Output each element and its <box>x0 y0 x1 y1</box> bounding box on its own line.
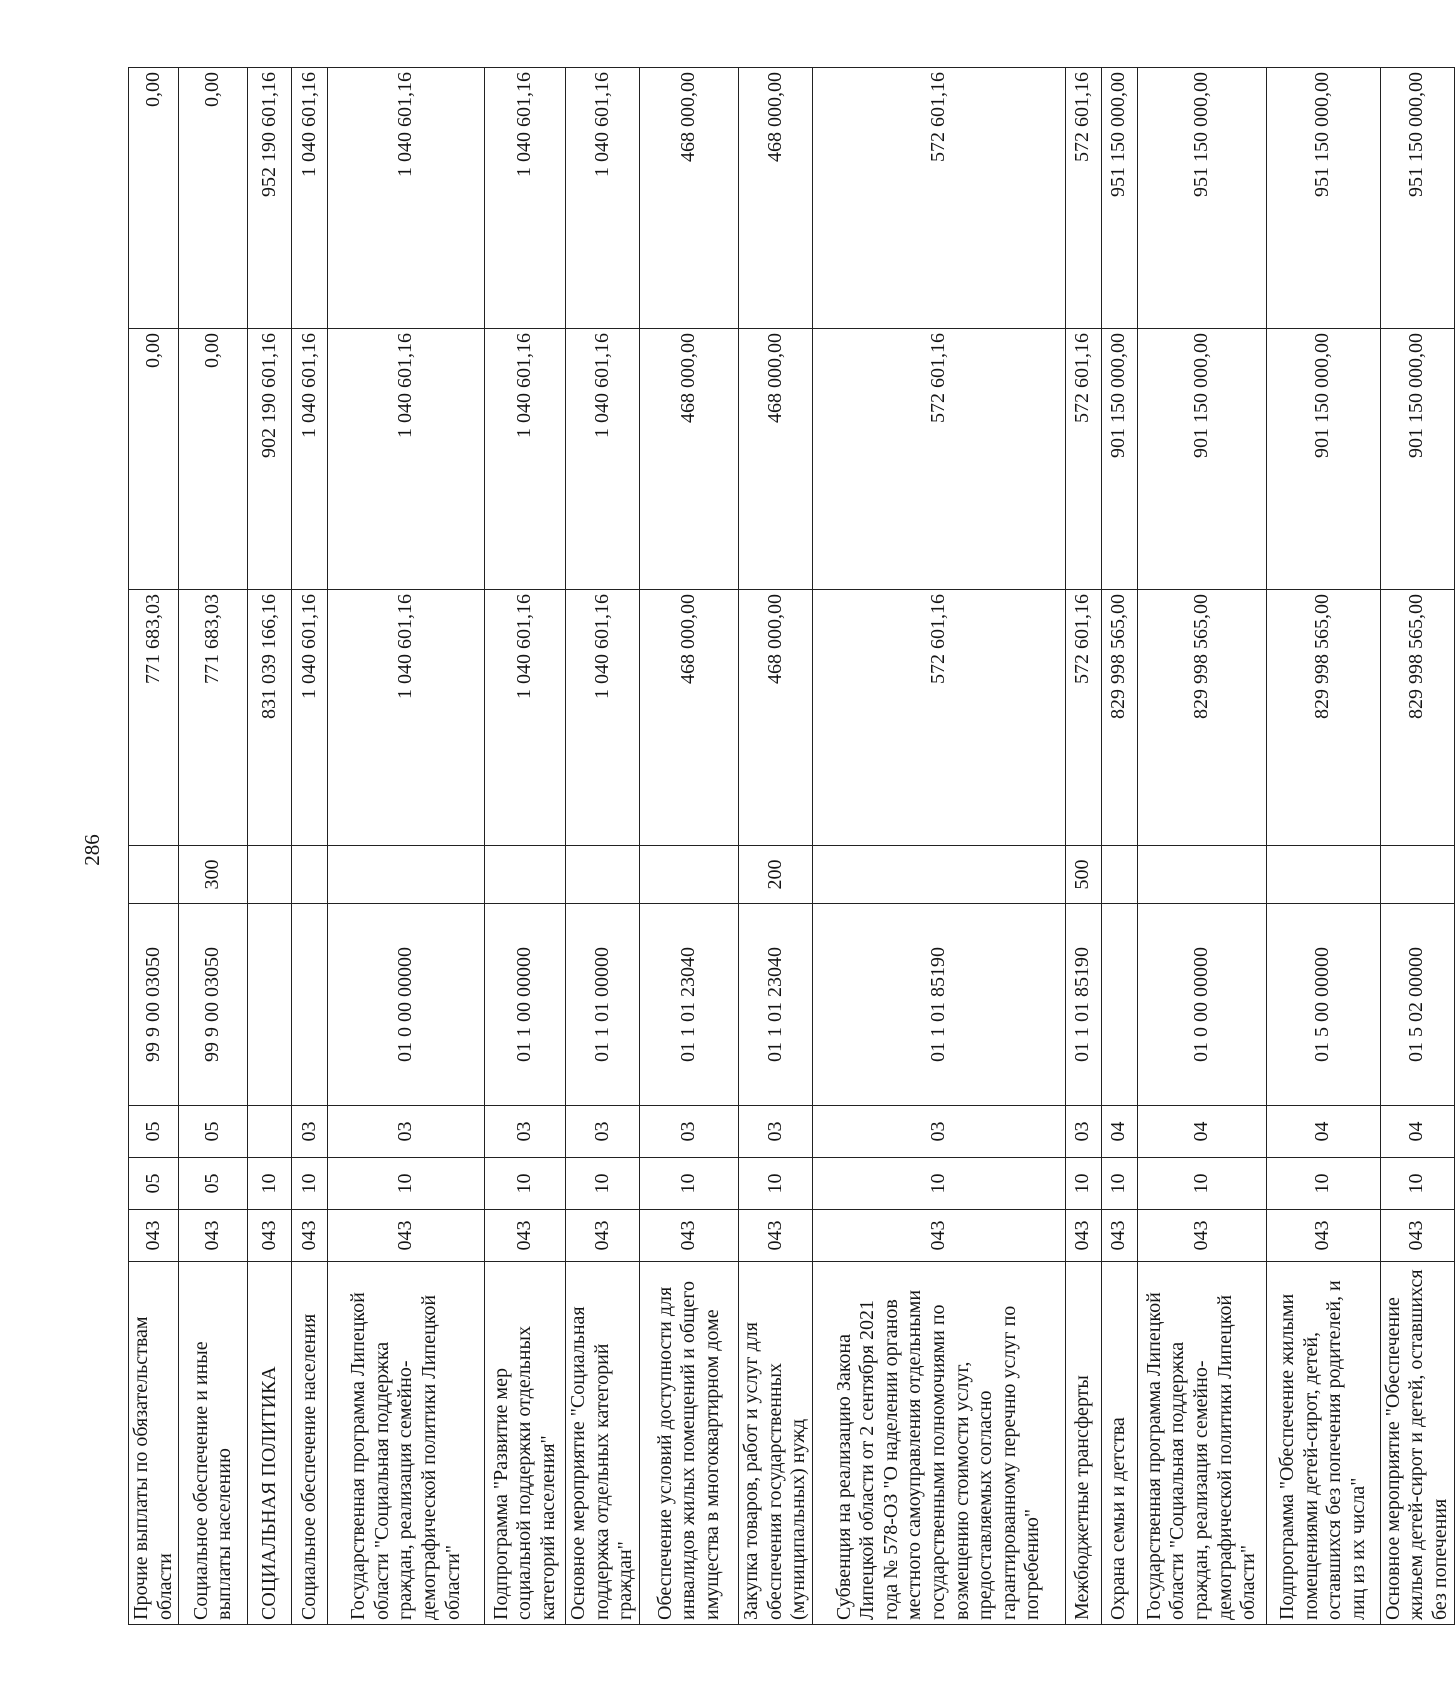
subsection-code-cell: 03 <box>1065 1106 1101 1158</box>
table-row <box>566 68 640 1625</box>
subsection-code-cell: 03 <box>738 1106 812 1158</box>
amount-year-2-cell: 572 601,16 <box>1065 329 1101 590</box>
amount-year-1-cell: 771 683,03 <box>179 590 248 846</box>
rotated-table-container <box>128 68 1451 1625</box>
budget-name-cell: Межбюджетные трансферты <box>1065 1262 1101 1625</box>
amount-year-1-cell: 831 039 166,16 <box>248 590 292 846</box>
amount-year-1-cell: 829 998 565,00 <box>1101 590 1137 846</box>
target-article-code-cell: 01 0 00 00000 <box>1137 904 1266 1106</box>
ved-code-cell: 043 <box>129 1210 179 1262</box>
budget-name-cell: Социальное обеспечение и иные выплаты населению <box>179 1262 248 1625</box>
budget-name-cell: СОЦИАЛЬНАЯ ПОЛИТИКА <box>248 1262 292 1625</box>
amount-year-2-cell: 1 040 601,16 <box>566 329 640 590</box>
subsection-code-cell: 03 <box>328 1106 485 1158</box>
amount-year-3-cell: 951 150 000,00 <box>1101 68 1137 329</box>
amount-year-3-cell: 951 150 000,00 <box>1380 68 1454 329</box>
target-article-code-cell <box>292 904 328 1106</box>
table-row <box>129 68 179 1625</box>
budget-name-cell: Государственная программа Липецкой области "Социальная поддержка граждан, реализация семейно-демографической политики Липецкой области" <box>328 1262 485 1625</box>
table-row <box>179 68 248 1625</box>
table-row <box>1065 68 1101 1625</box>
target-article-code-cell: 01 5 00 00000 <box>1266 904 1380 1106</box>
ved-code-cell: 043 <box>485 1210 566 1262</box>
amount-year-1-cell: 572 601,16 <box>812 590 1065 846</box>
section-code-cell: 10 <box>812 1158 1065 1210</box>
amount-year-2-cell: 468 000,00 <box>738 329 812 590</box>
amount-year-2-cell: 901 150 000,00 <box>1380 329 1454 590</box>
section-code-cell: 10 <box>485 1158 566 1210</box>
ved-code-cell: 043 <box>1137 1210 1266 1262</box>
subsection-code-cell: 03 <box>292 1106 328 1158</box>
amount-year-3-cell: 951 150 000,00 <box>1137 68 1266 329</box>
budget-name-cell: Основное мероприятие "Социальная поддержка отдельных категорий граждан" <box>566 1262 640 1625</box>
amount-year-1-cell: 1 040 601,16 <box>485 590 566 846</box>
amount-year-3-cell: 951 150 000,00 <box>1266 68 1380 329</box>
ved-code-cell: 043 <box>1266 1210 1380 1262</box>
budget-name-cell: Охрана семьи и детства <box>1101 1262 1137 1625</box>
amount-year-1-cell: 771 683,03 <box>129 590 179 846</box>
amount-year-3-cell: 468 000,00 <box>639 68 738 329</box>
expense-type-code-cell: 300 <box>179 846 248 904</box>
expense-type-code-cell <box>248 846 292 904</box>
amount-year-1-cell: 468 000,00 <box>639 590 738 846</box>
subsection-code-cell <box>248 1106 292 1158</box>
amount-year-1-cell: 1 040 601,16 <box>566 590 640 846</box>
amount-year-3-cell: 572 601,16 <box>1065 68 1101 329</box>
subsection-code-cell: 04 <box>1266 1106 1380 1158</box>
table-row <box>328 68 485 1625</box>
amount-year-2-cell: 901 150 000,00 <box>1266 329 1380 590</box>
section-code-cell: 05 <box>179 1158 248 1210</box>
budget-table <box>128 67 1455 1625</box>
amount-year-3-cell: 1 040 601,16 <box>328 68 485 329</box>
amount-year-2-cell: 468 000,00 <box>639 329 738 590</box>
amount-year-1-cell: 1 040 601,16 <box>328 590 485 846</box>
amount-year-1-cell: 829 998 565,00 <box>1266 590 1380 846</box>
budget-name-cell: Подпрограмма "Обеспечение жилыми помещениями детей-сирот, детей, оставшихся без попечения родителей, и лиц из их числа" <box>1266 1262 1380 1625</box>
amount-year-3-cell: 0,00 <box>179 68 248 329</box>
budget-table-body <box>129 68 1455 1625</box>
amount-year-2-cell: 902 190 601,16 <box>248 329 292 590</box>
subsection-code-cell: 03 <box>485 1106 566 1158</box>
budget-name-cell: Закупка товаров, работ и услуг для обеспечения государственных (муниципальных) нужд <box>738 1262 812 1625</box>
amount-year-3-cell: 1 040 601,16 <box>566 68 640 329</box>
amount-year-3-cell: 468 000,00 <box>738 68 812 329</box>
section-code-cell: 10 <box>248 1158 292 1210</box>
expense-type-code-cell <box>812 846 1065 904</box>
table-row <box>485 68 566 1625</box>
subsection-code-cell: 03 <box>812 1106 1065 1158</box>
table-row <box>1380 68 1454 1625</box>
amount-year-2-cell: 901 150 000,00 <box>1101 329 1137 590</box>
amount-year-3-cell: 0,00 <box>129 68 179 329</box>
target-article-code-cell: 01 1 00 00000 <box>485 904 566 1106</box>
amount-year-1-cell: 468 000,00 <box>738 590 812 846</box>
ved-code-cell: 043 <box>1380 1210 1454 1262</box>
ved-code-cell: 043 <box>812 1210 1065 1262</box>
section-code-cell: 10 <box>1137 1158 1266 1210</box>
amount-year-2-cell: 1 040 601,16 <box>292 329 328 590</box>
ved-code-cell: 043 <box>1065 1210 1101 1262</box>
ved-code-cell: 043 <box>292 1210 328 1262</box>
expense-type-code-cell <box>485 846 566 904</box>
section-code-cell: 10 <box>1380 1158 1454 1210</box>
subsection-code-cell: 03 <box>566 1106 640 1158</box>
budget-name-cell: Подпрограмма "Развитие мер социальной поддержки отдельных категорий населения" <box>485 1262 566 1625</box>
ved-code-cell: 043 <box>1101 1210 1137 1262</box>
ved-code-cell: 043 <box>328 1210 485 1262</box>
expense-type-code-cell <box>1380 846 1454 904</box>
expense-type-code-cell <box>1137 846 1266 904</box>
target-article-code-cell: 99 9 00 03050 <box>129 904 179 1106</box>
target-article-code-cell <box>1101 904 1137 1106</box>
amount-year-1-cell: 1 040 601,16 <box>292 590 328 846</box>
table-row <box>1101 68 1137 1625</box>
amount-year-3-cell: 572 601,16 <box>812 68 1065 329</box>
expense-type-code-cell: 500 <box>1065 846 1101 904</box>
subsection-code-cell: 03 <box>639 1106 738 1158</box>
target-article-code-cell: 01 5 02 00000 <box>1380 904 1454 1106</box>
budget-name-cell: Государственная программа Липецкой области "Социальная поддержка граждан, реализация семейно-демографической политики Липецкой области" <box>1137 1262 1266 1625</box>
expense-type-code-cell <box>639 846 738 904</box>
budget-name-cell: Прочие выплаты по обязательствам области <box>129 1262 179 1625</box>
section-code-cell: 10 <box>1266 1158 1380 1210</box>
amount-year-2-cell: 572 601,16 <box>812 329 1065 590</box>
expense-type-code-cell <box>1101 846 1137 904</box>
section-code-cell: 10 <box>1065 1158 1101 1210</box>
target-article-code-cell: 01 1 01 00000 <box>566 904 640 1106</box>
table-row <box>248 68 292 1625</box>
amount-year-2-cell: 1 040 601,16 <box>328 329 485 590</box>
subsection-code-cell: 04 <box>1137 1106 1266 1158</box>
amount-year-3-cell: 952 190 601,16 <box>248 68 292 329</box>
amount-year-2-cell: 0,00 <box>179 329 248 590</box>
section-code-cell: 10 <box>1101 1158 1137 1210</box>
subsection-code-cell: 05 <box>179 1106 248 1158</box>
subsection-code-cell: 04 <box>1380 1106 1454 1158</box>
table-row <box>292 68 328 1625</box>
amount-year-1-cell: 572 601,16 <box>1065 590 1101 846</box>
expense-type-code-cell <box>1266 846 1380 904</box>
target-article-code-cell: 01 0 00 00000 <box>328 904 485 1106</box>
budget-name-cell: Субвенция на реализацию Закона Липецкой области от 2 сентября 2021 года № 578-ОЗ "О наделении органов местного самоуправления отдельными государственными полномочиями по возмещению стоимости услуг, предоставляемых согласно гарантированному перечню услуг по погребению" <box>812 1262 1065 1625</box>
table-row <box>639 68 738 1625</box>
section-code-cell: 10 <box>566 1158 640 1210</box>
subsection-code-cell: 04 <box>1101 1106 1137 1158</box>
ved-code-cell: 043 <box>179 1210 248 1262</box>
ved-code-cell: 043 <box>566 1210 640 1262</box>
target-article-code-cell <box>248 904 292 1106</box>
amount-year-2-cell: 0,00 <box>129 329 179 590</box>
amount-year-2-cell: 1 040 601,16 <box>485 329 566 590</box>
subsection-code-cell: 05 <box>129 1106 179 1158</box>
target-article-code-cell: 01 1 01 23040 <box>738 904 812 1106</box>
target-article-code-cell: 01 1 01 23040 <box>639 904 738 1106</box>
page-number: 286 <box>80 834 104 866</box>
ved-code-cell: 043 <box>639 1210 738 1262</box>
budget-name-cell: Социальное обеспечение населения <box>292 1262 328 1625</box>
expense-type-code-cell: 200 <box>738 846 812 904</box>
target-article-code-cell: 99 9 00 03050 <box>179 904 248 1106</box>
table-row <box>1137 68 1266 1625</box>
section-code-cell: 10 <box>328 1158 485 1210</box>
expense-type-code-cell <box>566 846 640 904</box>
ved-code-cell: 043 <box>248 1210 292 1262</box>
section-code-cell: 10 <box>292 1158 328 1210</box>
section-code-cell: 10 <box>738 1158 812 1210</box>
budget-name-cell: Основное мероприятие "Обеспечение жильем детей-сирот и детей, оставшихся без попечения <box>1380 1262 1454 1625</box>
table-row <box>1266 68 1380 1625</box>
amount-year-1-cell: 829 998 565,00 <box>1380 590 1454 846</box>
expense-type-code-cell <box>129 846 179 904</box>
table-row <box>738 68 812 1625</box>
ved-code-cell: 043 <box>738 1210 812 1262</box>
amount-year-1-cell: 829 998 565,00 <box>1137 590 1266 846</box>
section-code-cell: 05 <box>129 1158 179 1210</box>
expense-type-code-cell <box>328 846 485 904</box>
budget-name-cell: Обеспечение условий доступности для инвалидов жилых помещений и общего имущества в многоквартирном доме <box>639 1262 738 1625</box>
section-code-cell: 10 <box>639 1158 738 1210</box>
table-row <box>812 68 1065 1625</box>
expense-type-code-cell <box>292 846 328 904</box>
amount-year-2-cell: 901 150 000,00 <box>1137 329 1266 590</box>
target-article-code-cell: 01 1 01 85190 <box>1065 904 1101 1106</box>
target-article-code-cell: 01 1 01 85190 <box>812 904 1065 1106</box>
amount-year-3-cell: 1 040 601,16 <box>292 68 328 329</box>
amount-year-3-cell: 1 040 601,16 <box>485 68 566 329</box>
